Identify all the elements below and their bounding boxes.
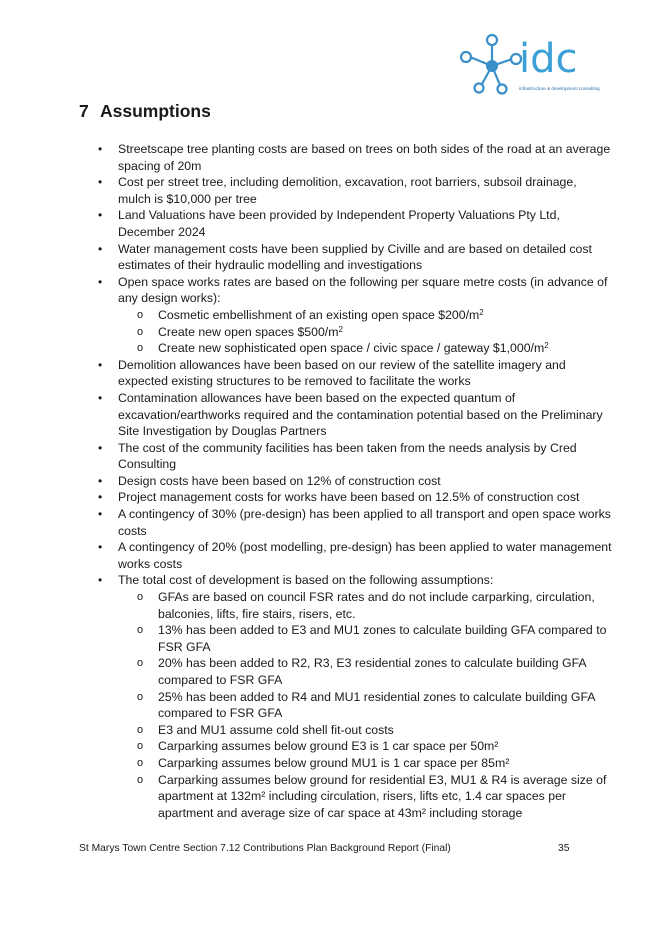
sub-list-item: o 20% has been added to R2, R3, E3 residential zones to calculate building GFA compared to FSR GFA: [0, 655, 656, 688]
logo-tagline: infrastructure & development consulting: [519, 86, 600, 91]
list-item: • Contamination allowances have been based on the expected quantum of excavation/earthworks required and the contamination potential based on the Preliminary Site Investigation by Douglas Partners: [0, 390, 656, 440]
sub-list-item: o 13% has been added to E3 and MU1 zones to calculate building GFA compared to FSR GFA: [0, 622, 656, 655]
list-item: • Cost per street tree, including demolition, excavation, root barriers, subsoil drainage, mulch is $10,000 per tree: [0, 174, 656, 207]
sub-list-item: o Carparking assumes below ground MU1 is 1 car space per 85m²: [0, 755, 656, 772]
idc-logo: [456, 30, 600, 96]
network-nodes-icon: [456, 30, 526, 96]
list-item: • Design costs have been based on 12% of construction cost: [0, 473, 656, 490]
sub-list-item: o Cosmetic embellishment of an existing open space $\$200/m^2$: [0, 307, 656, 324]
sub-list-item: o E3 and MU1 assume cold shell fit-out costs: [0, 722, 656, 739]
list-item: • A contingency of 20% (post modelling, pre-design) has been applied to water management works costs: [0, 539, 656, 572]
page-footer: St Marys Town Centre Section 7.12 Contributions Plan Background Report (Final): [79, 843, 451, 854]
logo-wordmark: idc: [519, 36, 578, 82]
list-item: • Water management costs have been supplied by Civille and are based on detailed cost estimates of their hydraulic modelling and investigations: [0, 241, 656, 274]
sub-list-item: o Create new open spaces $\$500/m^2$: [0, 324, 656, 341]
list-item: • Land Valuations have been provided by Independent Property Valuations Pty Ltd, December 2024: [0, 207, 656, 240]
list-item: • The total cost of development is based on the following assumptions:: [0, 572, 656, 589]
list-item: • The cost of the community facilities has been taken from the needs analysis by Cred Consulting: [0, 440, 656, 473]
list-item: • Streetscape tree planting costs are based on trees on both sides of the road at an average spacing of 20m: [0, 141, 656, 174]
list-item: • Project management costs for works have been based on 12.5% of construction cost: [0, 489, 656, 506]
sub-list-item: o Carparking assumes below ground for residential E3, MU1 & R4 is average size of apartment at 132m² including circulation, risers, lifts etc, 1.4 car spaces per apartment and average size of car space at 43m² including storage: [0, 772, 656, 822]
page-number: 35: [558, 843, 570, 854]
list-item: • Open space works rates are based on the following per square metre costs (in advance of any design works):: [0, 274, 656, 307]
sub-list-item: o 25% has been added to R4 and MU1 residential zones to calculate building GFA compared to FSR GFA: [0, 689, 656, 722]
sub-list-item: o GFAs are based on council FSR rates and do not include carparking, circulation, balconies, lifts, fire stairs, risers, etc.: [0, 589, 656, 622]
list-item: • A contingency of 30% (pre-design) has been applied to all transport and open space works costs: [0, 506, 656, 539]
section-number: 7: [79, 101, 89, 121]
section-heading: [79, 101, 211, 122]
section-title: Assumptions: [100, 101, 211, 121]
list-item: • Demolition allowances have been based on our review of the satellite imagery and expected existing structures to be removed to facilitate the works: [0, 357, 656, 390]
sub-list-item: o Carparking assumes below ground E3 is 1 car space per 50m²: [0, 738, 656, 755]
sub-list-item: o Create new sophisticated open space / civic space / gateway $\$1,000/m^2$: [0, 340, 656, 357]
assumptions-list: [0, 141, 656, 821]
